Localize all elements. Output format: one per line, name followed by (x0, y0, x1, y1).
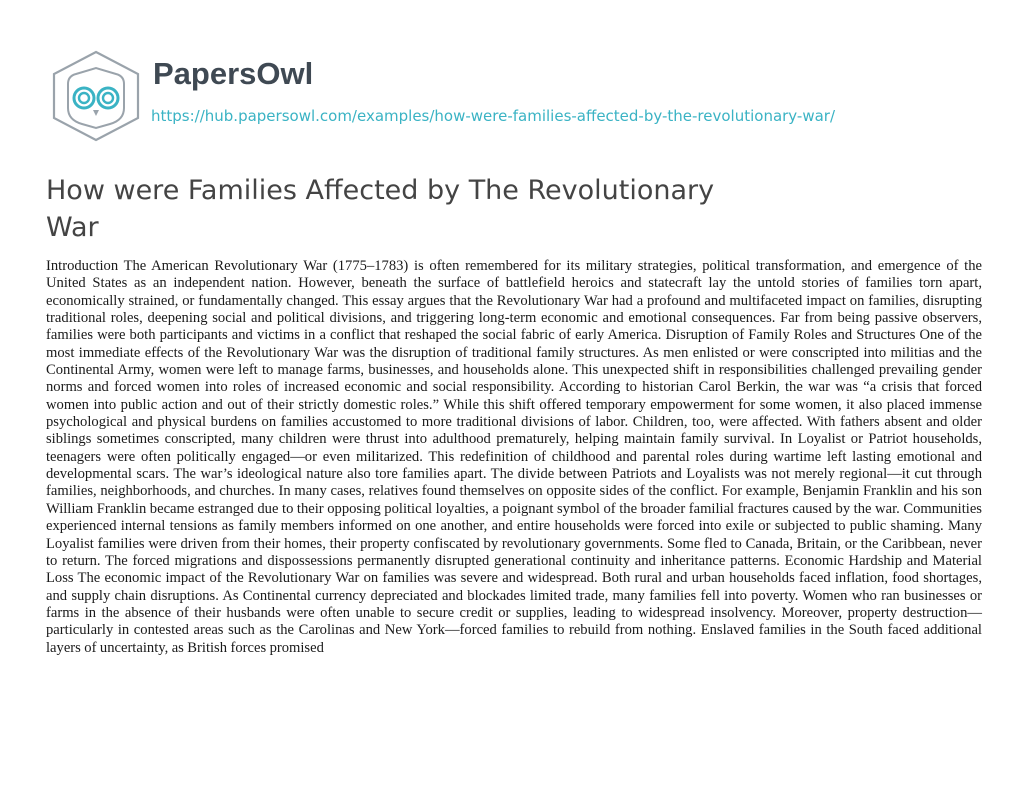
essay-body: Introduction The American Revolutionary War (1775–1783) is often remembered for its military strategies, political transformation, and emergence of the United States as an independent nation. However, beneath the surface of battlefield heroics and statecraft lay the untold stories of families torn apart, economically strained, or fundamentally changed. This essay argues that the Revolutionary War had a profound and multifaceted impact on families, disrupting traditional roles, deepening social and political divisions, and triggering long-term economic and emotional consequences. Far from being passive observers, families were both participants and victims in a conflict that reshaped the social fabric of early America. Disruption of Family Roles and Structures One of the most immediate effects of the Revolutionary War was the disruption of traditional family structures. As men enlisted or were conscripted into militias and the Continental Army, women were left to manage farms, businesses, and households alone. This unexpected shift in responsibilities challenged prevailing gender norms and forced women into roles of increased economic and social responsibility. According to historian Carol Berkin, the war was “a crisis that forced women into public action and out of their strictly domestic roles.” While this shift offered temporary empowerment for some women, it also placed immense psychological and physical burdens on families accustomed to more traditional divisions of labor. Children, too, were affected. With fathers absent and older siblings sometimes conscripted, many children were thrust into adulthood prematurely, helping maintain family survival. In Loyalist or Patriot households, teenagers were often politically engaged—or even militarized. This redefinition of childhood and parental roles during wartime left lasting emotional and developmental scars. The war’s ideological nature also tore families apart. The divide between Patriots and Loyalists was not merely regional—it cut through families, neighborhoods, and churches. In many cases, relatives found themselves on opposite sides of the conflict. For example, Benjamin Franklin and his son William Franklin became estranged due to their opposing political loyalties, a poignant symbol of the broader familial fractures caused by the war. Communities experienced internal tensions as family members informed on one another, and entire households were forced into exile or subjected to public shaming. Many Loyalist families were driven from their homes, their property confiscated by revolutionary governments. Some fled to Canada, Britain, or the Caribbean, never to return. The forced migrations and dispossessions permanently disrupted generational continuity and inheritance patterns. Economic Hardship and Material Loss The economic impact of the Revolutionary War on families was severe and widespread. Both rural and urban households faced inflation, food shortages, and supply chain disruptions. As Continental currency depreciated and blockades limited trade, many families fell into poverty. Women who ran businesses or farms in the absence of their husbands were often unable to secure credit or supplies, leading to widespread insolvency. Moreover, property destruction—particularly in contested areas such as the Carolinas and New York—forced families to rebuild from nothing. Enslaved families in the South faced additional layers of uncertainty, as British forces promised (46, 258, 982, 656)
source-url[interactable]: https://hub.papersowl.com/examples/how-were-families-affected-by-the-revolutionary-war/ (151, 107, 836, 125)
page-title: How were Families Affected by The Revolutionary War (46, 175, 715, 243)
owl-logo-icon[interactable] (44, 46, 148, 146)
brand-name[interactable]: PapersOwl (153, 56, 314, 91)
site-header (44, 46, 1004, 146)
